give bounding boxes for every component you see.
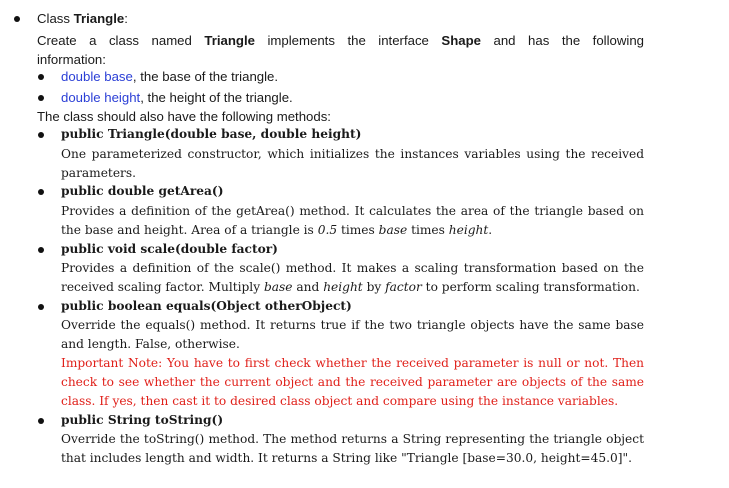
intro-interface-name: Shape	[441, 33, 481, 48]
important-note: Important Note: You have to first check whether the received parameter is null or not. Then	[61, 356, 644, 370]
bullet-icon	[38, 418, 44, 424]
heading-prefix: Class	[37, 11, 74, 26]
heading-suffix: :	[124, 11, 128, 26]
method-signature: public boolean equals(Object otherObject)	[61, 299, 352, 313]
heading-class-name: Triangle	[73, 11, 125, 26]
bullet-icon	[14, 16, 20, 22]
method-description: Override the equals() method. It returns true if the two triangle objects have the same base	[61, 318, 644, 332]
method-description: the base and height. Area of a triangle is 0.5 times base times height.	[61, 223, 493, 237]
method-description: Override the toString() method. The method returns a String representing the triangle object	[61, 432, 644, 446]
methods-intro: The class should also have the following methods:	[37, 109, 331, 124]
method-description: Provides a definition of the scale() method. It makes a scaling transformation based on the	[61, 261, 644, 275]
intro-class-name: Triangle	[204, 33, 255, 48]
intro-line-1: Create a class named Triangle implements the interface Shape and has the following	[37, 33, 644, 48]
field-desc: , the height of the triangle.	[140, 90, 293, 105]
intro-line-2: information:	[37, 52, 106, 67]
bullet-icon	[38, 304, 44, 310]
method-description: that includes length and width. It returns a String like "Triangle [base=30.0, height=45.0]".	[61, 451, 632, 465]
method-description: received scaling factor. Multiply base and height by factor to perform scaling transformation.	[61, 280, 640, 294]
method-description: and length. False, otherwise.	[61, 337, 240, 351]
bullet-icon	[38, 189, 44, 195]
method-signature: public Triangle(double base, double height)	[61, 127, 362, 141]
important-note: class. If yes, then cast it to desired class object and compare using the instance variables.	[61, 394, 619, 408]
bullet-icon	[38, 95, 44, 101]
bullet-icon	[38, 247, 44, 253]
method-description: One parameterized constructor, which initializes the instances variables using the received	[61, 147, 644, 161]
field-code: double height	[61, 90, 141, 105]
bullet-icon	[38, 74, 44, 80]
method-signature: public String toString()	[61, 413, 224, 427]
field-code: double base	[61, 69, 133, 84]
method-signature: public void scale(double factor)	[61, 242, 278, 256]
method-signature: public double getArea()	[61, 184, 224, 198]
important-note: check to see whether the current object and the received parameter are objects of the same	[61, 375, 644, 389]
method-description: Provides a definition of the getArea() method. It calculates the area of the triangle based on	[61, 204, 644, 218]
class-heading	[37, 9, 128, 28]
field-desc: , the base of the triangle.	[132, 69, 279, 84]
bullet-icon	[38, 132, 44, 138]
field-item	[61, 67, 278, 86]
method-description: parameters.	[61, 166, 136, 180]
field-item	[61, 88, 293, 107]
